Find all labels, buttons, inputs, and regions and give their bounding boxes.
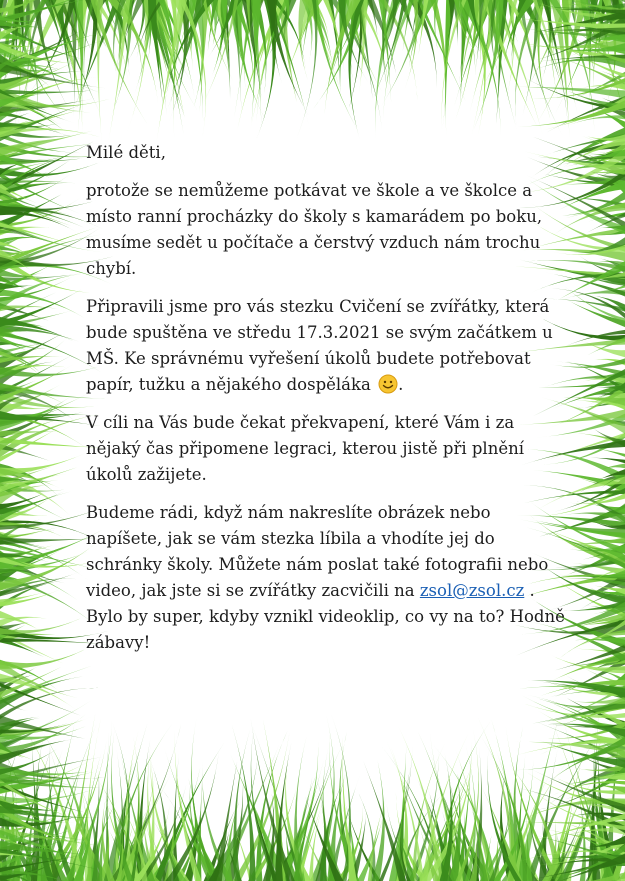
grass-blade — [0, 645, 93, 669]
letter-paragraph-1: protože se nemůžeme potkávat ve škole a ve školce a místo ranní procházky do školy s kamarádem po boku, musíme sedět u počítače a čerstvý vzduch nám trochu chybí. — [86, 181, 543, 278]
paragraph-2-end: . — [398, 375, 404, 394]
letter-greeting: Milé děti, — [86, 143, 166, 162]
grass-blade — [327, 0, 340, 101]
letter-paragraph-2 — [86, 294, 566, 398]
grass-blade — [0, 89, 108, 95]
grass-blade — [546, 95, 625, 133]
grass-blade — [511, 87, 625, 100]
letter-body — [86, 140, 566, 668]
paragraph-2-text: Připravili jsme pro vás stezku Cvičení se zvířátky, která bude spuštěna ve středu 17.3.2021 se svým začátkem u MŠ. Ke správnému vyřešení úkolů budete potřebovat papír, tužku a nějakého dospěláka — [86, 297, 553, 394]
letter-paragraph-3: V cíli na Vás bude čekat překvapení, které Vám i za nějaký čas připomene legraci, kterou jistě při plnění úkolů zažijete. — [86, 413, 524, 484]
email-link[interactable]: zsol@zsol.cz — [419, 581, 525, 600]
smiley-emoji-icon — [378, 374, 398, 394]
paragraph-4-before: Budeme rádi, když nám nakreslíte obrázek nebo napíšete, jak se vám stezka líbila a vhodíte jej do schránky školy. Můžete nám poslat také fotografii nebo video, jak jste si se zvířátky zacvičili na — [86, 503, 549, 600]
grass-blade — [537, 0, 554, 131]
letter-paragraph-4 — [86, 500, 566, 656]
grass-blade — [298, 767, 321, 881]
grass-blade — [541, 94, 625, 130]
paragraph-4-after: . Bylo by super, kdyby vznikl videoklip, co vy na to? Hodně zábavy! — [86, 581, 565, 652]
grass-blade — [445, 0, 455, 135]
grass-blade — [429, 0, 446, 130]
